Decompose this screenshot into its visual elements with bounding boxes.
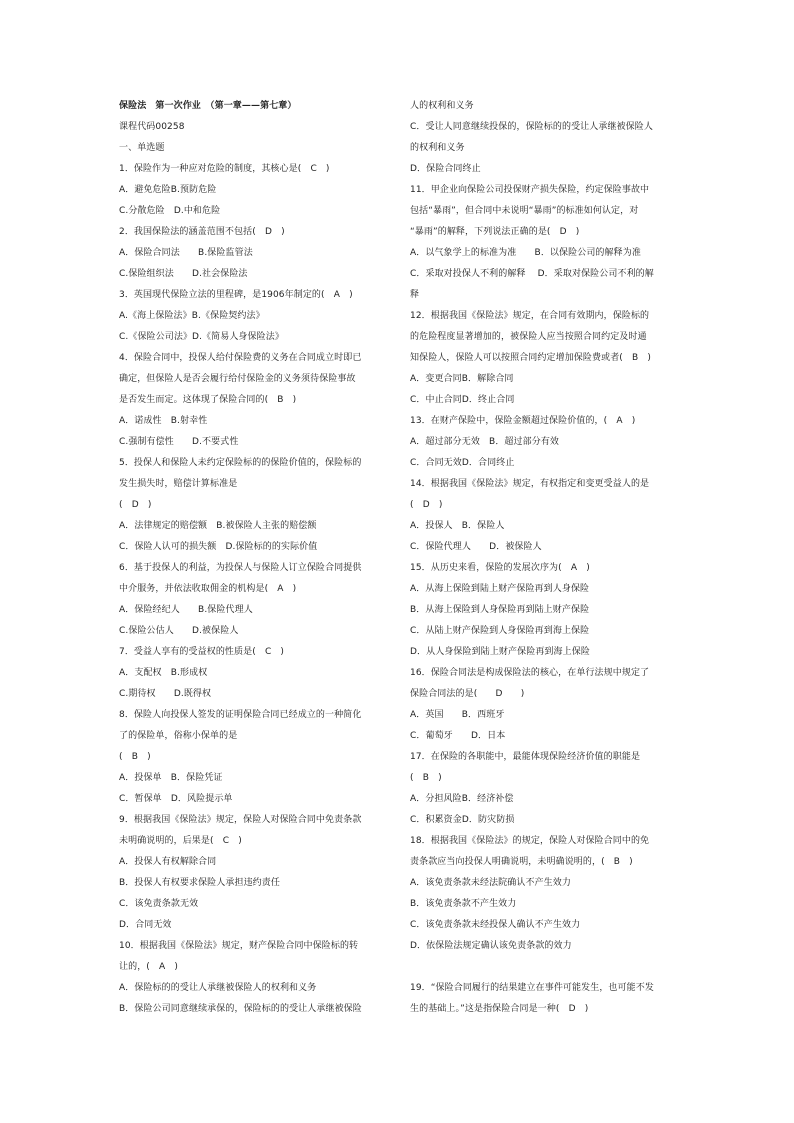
- left-column-line: 了的保险单，俗称小保单的是: [119, 731, 238, 741]
- left-column-line: A．法律规定的赔偿额 B.被保险人主张的赔偿额: [119, 521, 317, 531]
- right-column-line: 的权利和义务: [410, 143, 465, 153]
- right-column-line: 19．“保险合同履行的结果建立在事件可能发生，也可能不发: [410, 983, 654, 993]
- left-column-line: B．保险公司同意继续承保的，保险标的的受让人承继被保险: [119, 1004, 362, 1014]
- left-column-line: A．避免危险B.预防危险: [119, 185, 217, 195]
- right-column-line: 12．根据我国《保险法》规定，在合同有效期内，保险标的: [410, 311, 650, 321]
- left-column-line: A．诺成性 B.射幸性: [119, 416, 208, 426]
- left-column-line: C．暂保单 D．风险提示单: [119, 794, 233, 804]
- left-column-line: A．支配权 B.形成权: [119, 668, 208, 678]
- right-column-line: [410, 957, 686, 978]
- left-column-line: C.保险公估人 D.被保险人: [119, 626, 239, 636]
- left-column-line: A．投保单 B．保险凭证: [119, 773, 223, 783]
- left-column-line: 一、单选题: [119, 143, 165, 153]
- right-column-line: C．从陆上财产保险到人身保险再到海上保险: [410, 626, 590, 636]
- left-column-line: A．保险合同法 B.保险监管法: [119, 248, 253, 258]
- left-column-line: 4．保险合同中，投保人给付保险费的义务在合同成立时即已: [119, 353, 362, 363]
- right-column-line: 18．根据我国《保险法》的规定，保险人对保险合同中的免: [410, 836, 650, 846]
- left-column-line: 确定，但保险人是否会履行给付保险金的义务须待保险事故: [119, 374, 356, 384]
- left-column-line: ( B ): [119, 752, 151, 762]
- right-column-line: C．保险代理人 D．被保险人: [410, 542, 542, 552]
- right-column-line: D．依保险法规定确认该免责条款的效力: [410, 941, 572, 951]
- left-column-line: C.分散危险 D.中和危险: [119, 206, 221, 216]
- right-column-line: A．超过部分无效 B．超过部分有效: [410, 437, 560, 447]
- left-column-line: A．投保人有权解除合同: [119, 857, 217, 867]
- right-column-line: 13．在财产保险中，保险金额超过保险价值的，( A ): [410, 416, 636, 426]
- left-column-line: ( D ): [119, 500, 152, 510]
- left-column-line: C.《保险公司法》D.《简易人身保险法》: [119, 332, 284, 342]
- right-column-line: 15．从历史来看，保险的发展次序为( A ): [410, 563, 590, 573]
- left-column-line: A.《海上保险法》B.《保险契约法》: [119, 311, 265, 321]
- left-column-line: C．保险人认可的损失额 D.保险标的的实际价值: [119, 542, 318, 552]
- right-column-line: A．从海上保险到陆上财产保险再到人身保险: [410, 584, 590, 594]
- left-column-line: C．该免责条款无效: [119, 899, 199, 909]
- right-column-line: C．积累资金D．防灾防损: [410, 815, 515, 825]
- right-column-line: A．分担风险B．经济补偿: [410, 794, 514, 804]
- right-column-line: 14．根据我国《保险法》规定，有权指定和变更受益人的是: [410, 479, 650, 489]
- right-column-line: 知保险人，保险人可以按照合同约定增加保险费或者( B ): [410, 353, 651, 363]
- left-column-line: 8．保险人向投保人签发的证明保险合同已经成立的一种简化: [119, 710, 362, 720]
- left-column-line: 让的，( A ): [119, 962, 178, 972]
- left-column-line: 发生损失时，赔偿计算标准是: [119, 479, 238, 489]
- right-column-line: C．葡萄牙 D．日本: [410, 731, 506, 741]
- left-column-line: A．保险标的的受让人承继被保险人的权利和义务: [119, 983, 317, 993]
- right-column-line: 人的权利和义务: [410, 101, 474, 111]
- right-column-line: A．变更合同B．解除合同: [410, 374, 514, 384]
- right-column-line: 保险合同法的是( D ): [410, 689, 525, 699]
- right-column-line: B．该免责条款不产生效力: [410, 899, 517, 909]
- left-column-line: 10．根据我国《保险法》规定，财产保险合同中保险标的转: [119, 941, 359, 951]
- right-column-line: ( D ): [410, 500, 443, 510]
- left-column-line: B．投保人有权要求保险人承担违约责任: [119, 878, 280, 888]
- left-column-line: 9．根据我国《保险法》规定，保险人对保险合同中免责条款: [119, 815, 362, 825]
- right-column-line: D．保险合同终止: [410, 164, 481, 174]
- right-column-line: C．合同无效D．合同终止: [410, 458, 515, 468]
- right-column-line: 包括“暴雨”，但合同中未说明“暴雨”的标准如何认定，对: [410, 206, 639, 216]
- right-column-line: 11．甲企业向保险公司投保财产损失保险，约定保险事故中: [410, 185, 650, 195]
- left-column-line: 7．受益人享有的受益权的性质是( C ): [119, 647, 285, 657]
- right-column-line: A．以气象学上的标准为准 B．以保险公司的解释为准: [410, 248, 641, 258]
- right-column-line: A．英国 B．西班牙: [410, 710, 505, 720]
- right-column-line: 17．在保险的各职能中，最能体现保险经济价值的职能是: [410, 752, 641, 762]
- left-column-line: 是否发生而定。这体现了保险合同的( B ): [119, 395, 297, 405]
- left-column-line: 6．基于投保人的利益，为投保人与保险人订立保险合同提供: [119, 563, 362, 573]
- right-column-line: D．从人身保险到陆上财产保险再到海上保险: [410, 647, 590, 657]
- right-column-line: B．从海上保险到人身保险再到陆上财产保险: [410, 605, 590, 615]
- right-column-line: A．投保人 B．保险人: [410, 521, 505, 531]
- right-column-line: C．采取对投保人不利的解释 D．采取对保险公司不利的解: [410, 269, 654, 279]
- right-column: [410, 96, 686, 1020]
- left-column-line: 未明确说明的，后果是( C ): [119, 836, 242, 846]
- right-column-line: 的危险程度显著增加的，被保险人应当按照合同约定及时通: [410, 332, 647, 342]
- left-column-line: 中介服务，并依法收取佣金的机构是( A ): [119, 584, 297, 594]
- left-column-line: 3．英国现代保险立法的里程碑，是1906年制定的( A ): [119, 290, 353, 300]
- left-column: [119, 96, 395, 1020]
- left-column-line: D．合同无效: [119, 920, 172, 930]
- right-column-line: 责条款应当向投保人明确说明，未明确说明的，( B ): [410, 857, 633, 867]
- right-column-line: 释: [410, 290, 420, 300]
- left-column-line: C.保险组织法 D.社会保险法: [119, 269, 248, 279]
- left-column-line: C.期待权 D.既得权: [119, 689, 212, 699]
- document-title: 保险法 第一次作业 （第一章——第七章）: [119, 101, 297, 111]
- right-column-line: “暴雨”的解释，下列说法正确的是( D ): [410, 227, 580, 237]
- left-column-line: 5．投保人和保险人未约定保险标的的保险价值的，保险标的: [119, 458, 362, 468]
- left-column-line: C.强制有偿性 D.不要式性: [119, 437, 239, 447]
- left-column-line: 1．保险作为一种应对危险的制度，其核心是( C ): [119, 164, 330, 174]
- right-column-line: 生的基础上。”这是指保险合同是一种( D ): [410, 1004, 589, 1014]
- left-column-line: 2．我国保险法的涵盖范围不包括( D ): [119, 227, 285, 237]
- right-column-line: C．受让人同意继续投保的，保险标的的受让人承继被保险人: [410, 122, 653, 132]
- left-column-line: 课程代码00258: [119, 122, 185, 132]
- right-column-line: A．该免责条款未经法院确认不产生效力: [410, 878, 571, 888]
- right-column-line: ( B ): [410, 773, 442, 783]
- right-column-line: 16．保险合同法是构成保险法的核心，在单行法规中规定了: [410, 668, 650, 678]
- right-column-line: C．该免责条款未经投保人确认不产生效力: [410, 920, 581, 930]
- right-column-line: C．中止合同D．终止合同: [410, 395, 515, 405]
- left-column-line: A．保险经纪人 B.保险代理人: [119, 605, 253, 615]
